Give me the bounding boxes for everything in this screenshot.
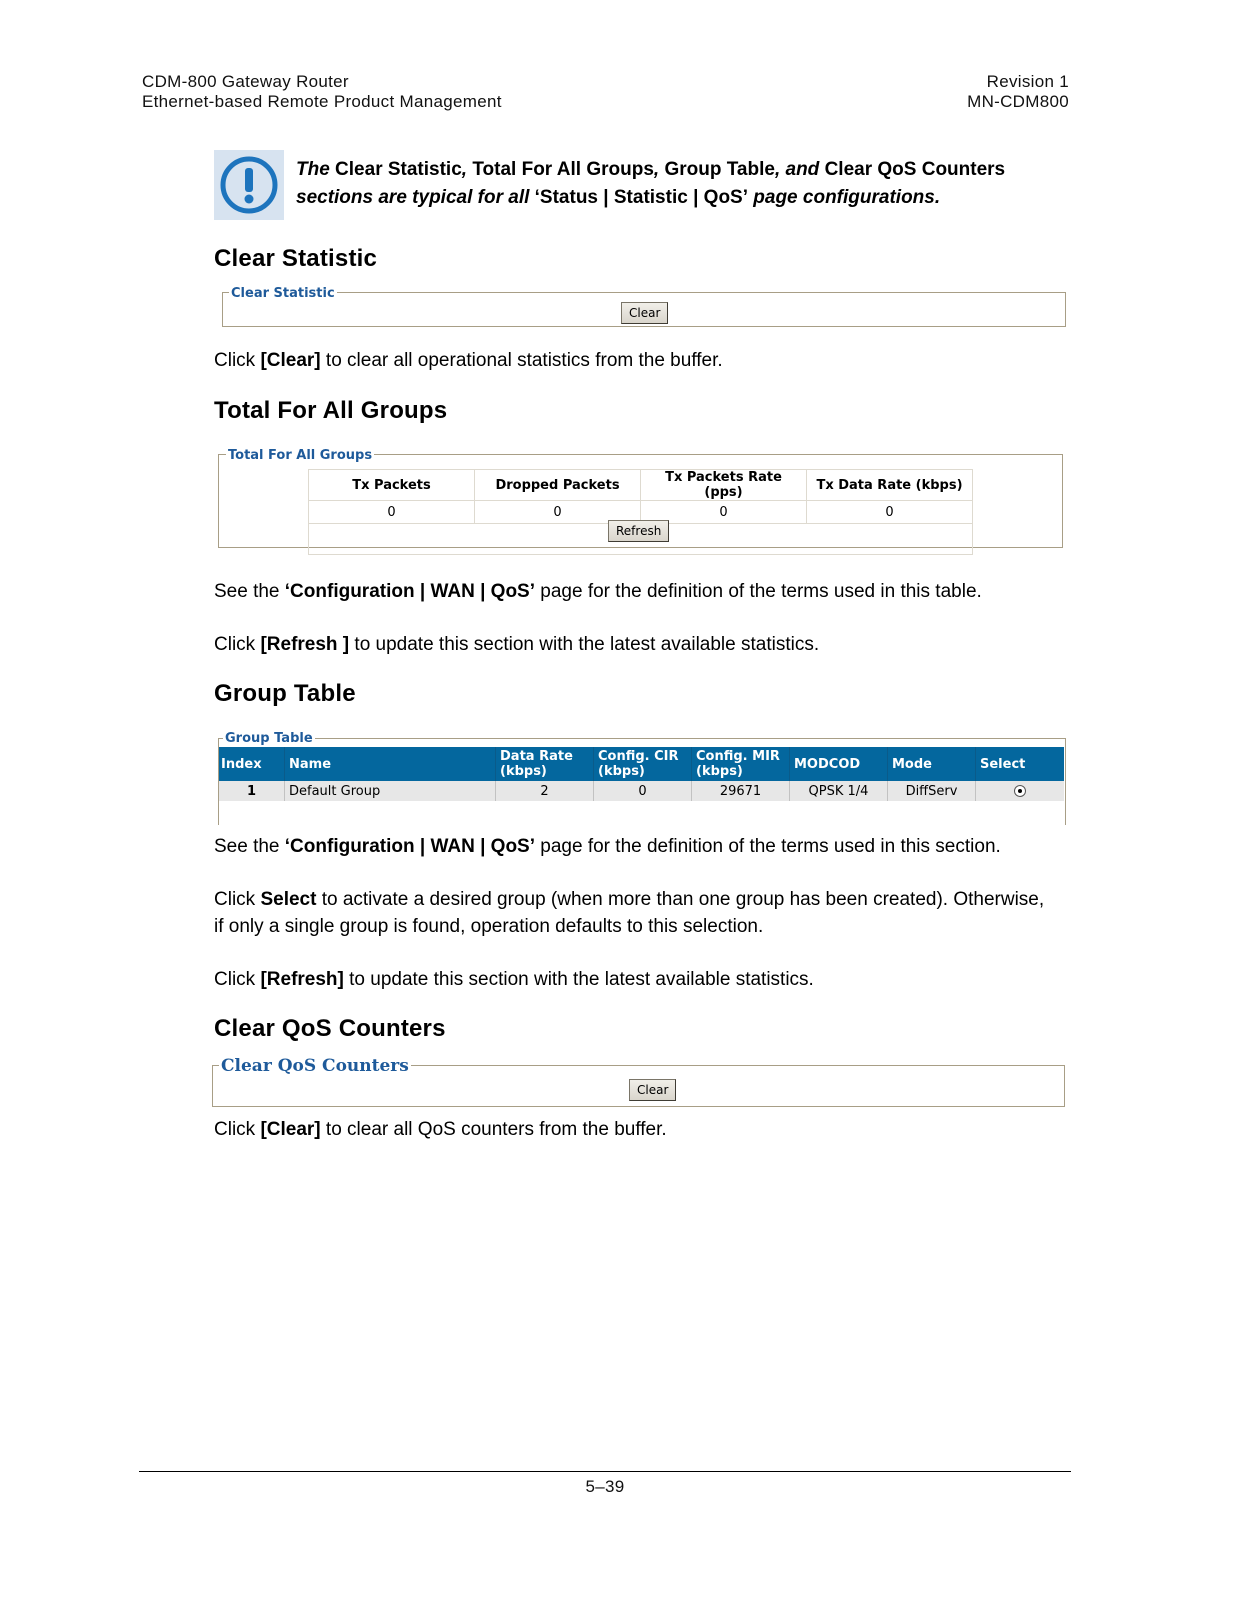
group-table-refresh-text: Click [Refresh] to update this section with the latest available statistics. [214, 969, 814, 990]
manual-number: MN-CDM800 [967, 92, 1069, 111]
col-dropped-packets: Dropped Packets [475, 470, 641, 501]
col-config-mir: Config. MIR (kbps) [692, 747, 790, 781]
tx-packets-rate-value: 0 [641, 501, 807, 524]
clear-statistic-button[interactable]: Clear [621, 302, 668, 324]
table-row [219, 781, 1064, 801]
row-index: 1 [219, 781, 285, 801]
clear-qos-legend: Clear QoS Counters [221, 1056, 409, 1076]
clear-qos-button[interactable]: Clear [629, 1079, 676, 1101]
table-header-row [219, 747, 1064, 781]
clear-qos-heading: Clear QoS Counters [214, 1015, 446, 1042]
note-text: The Clear Statistic, Total For All Groups, Group Table, and Clear QoS Counters sections are typical for all ‘Status | Statistic | QoS’ page configurations. [296, 159, 1006, 208]
total-groups-see-text: See the ‘Configuration | WAN | QoS’ page for the definition of the terms used in this table. [214, 581, 982, 602]
col-select: Select [976, 747, 1065, 781]
total-groups-heading: Total For All Groups [214, 397, 448, 424]
row-config-mir: 29671 [692, 781, 790, 801]
group-table-see-text: See the ‘Configuration | WAN | QoS’ page for the definition of the terms used in this section. [214, 836, 1001, 857]
page-number: 5–39 [585, 1477, 625, 1496]
row-select-cell [976, 781, 1065, 801]
dropped-packets-value: 0 [475, 501, 641, 524]
row-modcod: QPSK 1/4 [790, 781, 888, 801]
row-mode: DiffServ [888, 781, 976, 801]
total-groups-legend: Total For All Groups [228, 448, 373, 463]
col-tx-data-rate: Tx Data Rate (kbps) [807, 470, 973, 501]
tx-data-rate-value: 0 [807, 501, 973, 524]
col-data-rate: Data Rate (kbps) [496, 747, 594, 781]
row-config-cir: 0 [594, 781, 692, 801]
col-name: Name [285, 747, 496, 781]
col-mode: Mode [888, 747, 976, 781]
group-table-heading: Group Table [214, 680, 356, 707]
group-table [219, 747, 1064, 801]
clear-statistic-heading: Clear Statistic [214, 245, 378, 272]
col-tx-packets: Tx Packets [309, 470, 475, 501]
refresh-button[interactable]: Refresh [608, 520, 669, 542]
col-modcod: MODCOD [790, 747, 888, 781]
exclamation-circle-icon [214, 150, 284, 220]
col-tx-packets-rate: Tx Packets Rate (pps) [641, 470, 807, 501]
doc-header-left [142, 72, 502, 112]
clear-statistic-description: Click [Clear] to clear all operational statistics from the buffer. [214, 350, 723, 371]
product-title: CDM-800 Gateway Router [142, 72, 349, 91]
row-data-rate: 2 [496, 781, 594, 801]
revision-label: Revision 1 [986, 72, 1069, 91]
doc-header-right [967, 72, 1069, 112]
group-table-select-text: Click Select to activate a desired group (when more than one group has been created). Otherwise, if only a single group is found, operation defaults to this selection. [214, 889, 1045, 937]
total-groups-table [308, 469, 973, 555]
row-name: Default Group [285, 781, 496, 801]
total-groups-refresh-text: Click [Refresh ] to update this section with the latest available statistics. [214, 634, 820, 655]
footer-rule [139, 1471, 1071, 1472]
clear-qos-description: Click [Clear] to clear all QoS counters from the buffer. [214, 1119, 667, 1140]
clear-statistic-legend: Clear Statistic [231, 286, 335, 301]
select-radio[interactable] [1014, 785, 1026, 797]
col-index: Index [219, 747, 285, 781]
group-table-legend: Group Table [225, 731, 313, 746]
manual-subtitle: Ethernet-based Remote Product Management [142, 92, 502, 111]
table-header-row [309, 470, 973, 501]
col-config-cir: Config. CIR (kbps) [594, 747, 692, 781]
tx-packets-value: 0 [309, 501, 475, 524]
